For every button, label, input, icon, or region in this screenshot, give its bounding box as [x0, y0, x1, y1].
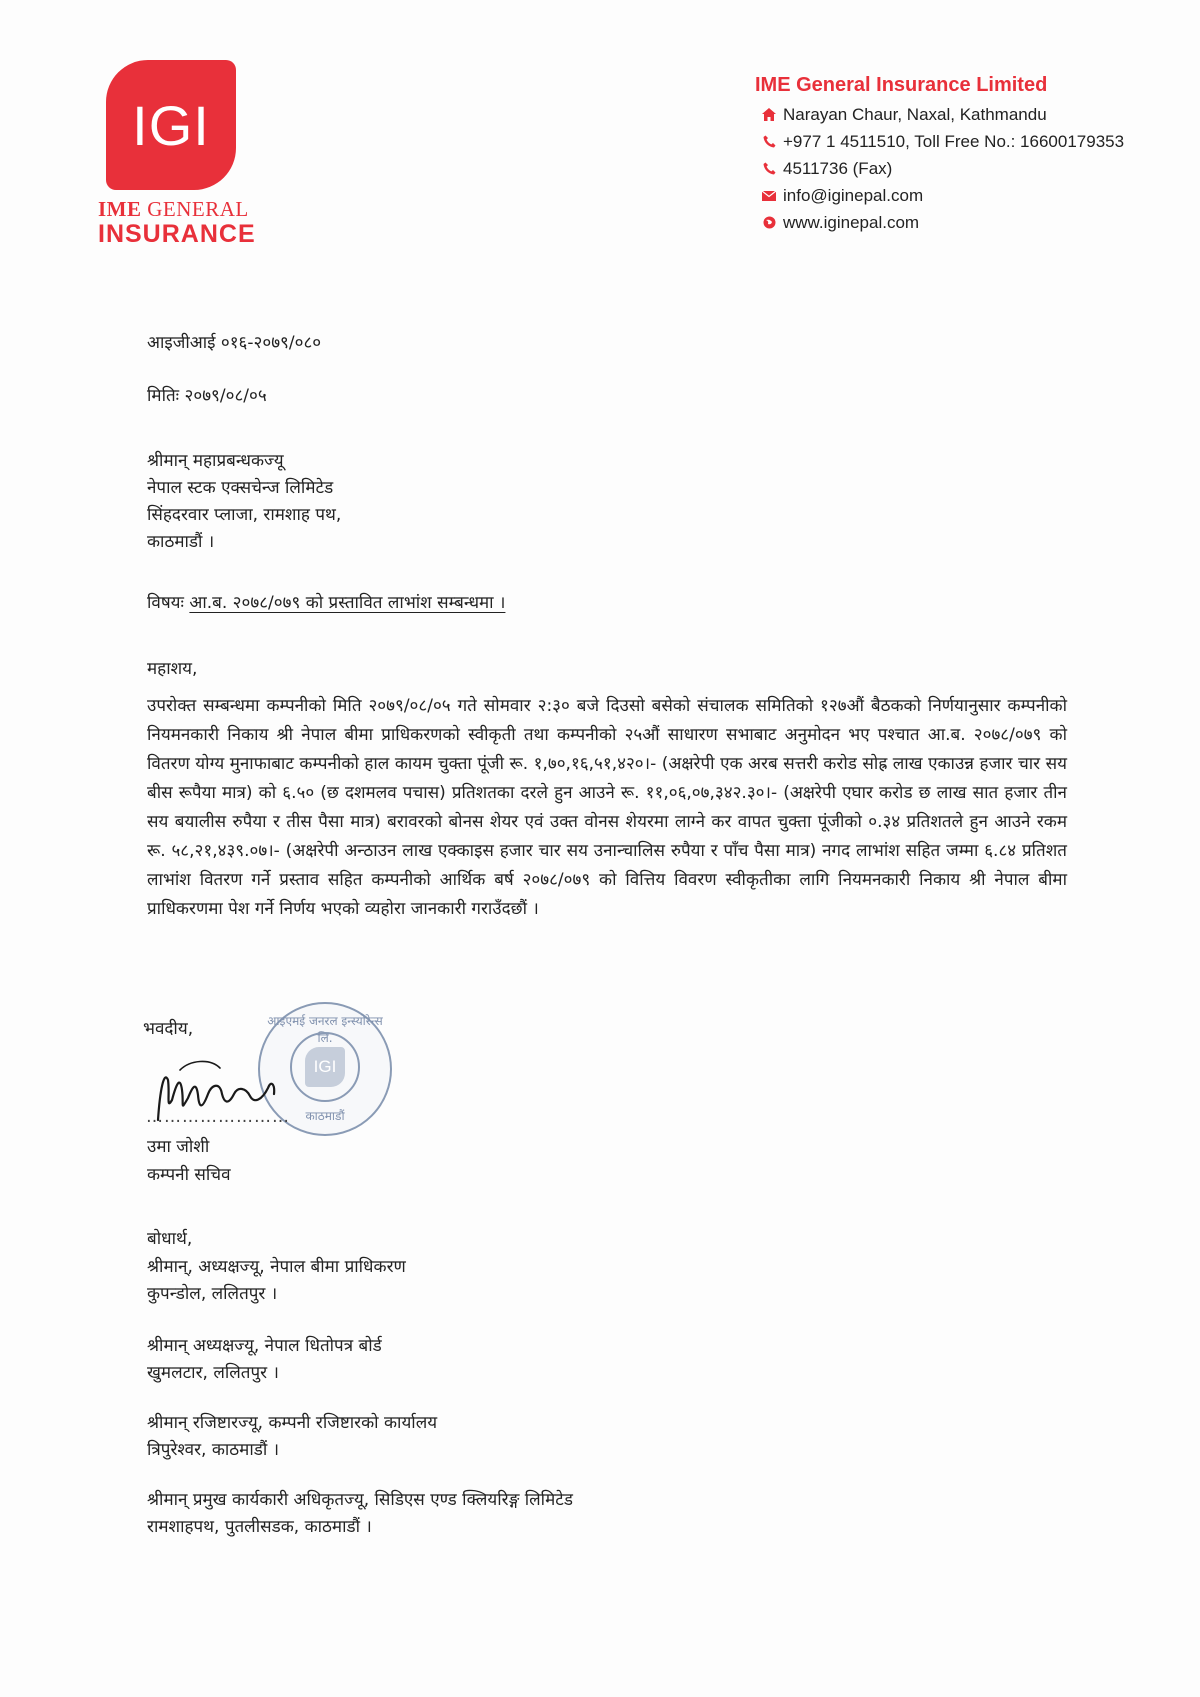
recipient-line: नेपाल स्टक एक्सचेन्ज लिमिटेड	[147, 478, 334, 498]
phone-row	[755, 128, 1175, 155]
date-value: २०७९/०८/०५	[184, 386, 267, 406]
cc-line: खुमलटार, ललितपुर ।	[147, 1363, 279, 1383]
cc-line: त्रिपुरेश्वर, काठमाडौं ।	[147, 1440, 280, 1460]
email-link[interactable]: info@iginepal.com	[783, 185, 924, 205]
phone-text: +977 1 4511510, Toll Free No.: 16600179353	[783, 131, 1125, 151]
seal-bottom-text: काठमाडौं	[305, 1109, 345, 1123]
subject-value: आ.ब. २०७८/०७९ को प्रस्तावित लाभांश सम्बन्धमा ।	[189, 593, 506, 613]
address-row	[755, 101, 1175, 128]
logo-mark	[106, 60, 236, 190]
globe-icon	[755, 216, 783, 229]
logo-line2: INSURANCE	[98, 220, 256, 248]
cc-label: बोधार्थ,	[147, 1229, 193, 1249]
signature-dots: ……………………	[146, 1107, 290, 1127]
address-text: Narayan Chaur, Naxal, Kathmandu	[783, 104, 1047, 124]
logo-mark-text: IGI	[132, 93, 210, 157]
cc-line: कुपन्डोल, ललितपुर ।	[147, 1284, 278, 1304]
cc-item	[147, 1410, 437, 1464]
body-paragraph: उपरोक्त सम्बन्धमा कम्पनीको मिति २०७९/०८/०५ गते सोमवार २:३० बजे दिउसो बसेको संचालक समितिको १२७औं बैठकको निर्णयानुसार कम्पनीको नियमनकारी निकाय श्री नेपाल बीमा प्राधिकरणको स्वीकृती तथा कम्पनीको २५औं साधारण सभाबाट अनुमोदन भए पश्चात आ.ब. २०७८/०७९ को वितरण योग्य मुनाफाबाट कम्पनीको हाल कायम चुक्ता पूंजी रू. १,७०,१६,५१,४२०।- (अक्षरेपी एक अरब सत्तरी करोड सोह्र लाख एकाउन्न हजार चार सय बीस रूपैया मात्र) को ६.५० (छ दशमलव पचास) प्रतिशतका दरले हुन आउने रू. ११,०६,०७,३४२.३०।- (अक्षरेपी एघार करोड छ लाख सात हजार तीन सय बयालीस रुपैया र तीस पैसा मात्र) बरावरको बोनस शेयर एवं उक्त वोनस शेयरमा लाग्ने कर वापत चुक्ता पूंजीको ०.३४ प्रतिशतले हुन आउने रकम रू. ५८,२१,४३९.०७।- (अक्षरेपी अन्ठाउन लाख एक्काइस हजार चार सय उनान्चालिस रुपैया र पाँच पैसा मात्र) नगद लाभांश सहित जम्मा ६.८४ प्रतिशत लाभांश वितरण गर्ने प्रस्ताव सहित कम्पनीको आर्थिक बर्ष २०७८/०७९ को वित्तिय विवरण स्वीकृतीका लागि नियमनकारी निकाय श्री नेपाल बीमा प्राधिकरणमा पेश गर्ने निर्णय भएको व्यहोरा जानकारी गराउँदछौं ।	[147, 696, 1067, 919]
email-row	[755, 182, 1175, 209]
date-label: मितिः	[147, 386, 180, 406]
recipient-line: काठमाडौं ।	[147, 532, 215, 552]
subject-line	[147, 590, 505, 617]
reference-number: आइजीआई ०१६-२०७९/०८०	[147, 333, 322, 353]
fax-text: 4511736 (Fax)	[783, 158, 893, 178]
home-icon	[755, 108, 783, 121]
cc-item	[147, 1254, 406, 1308]
website-row	[755, 209, 1175, 236]
logo-line1: IME GENERAL	[98, 197, 249, 221]
recipient-line: श्रीमान् महाप्रबन्धकज्यू	[147, 451, 284, 471]
cc-item	[147, 1487, 573, 1541]
phone-icon	[755, 135, 783, 148]
seal-top-text: आइएमई जनरल इन्स्योरेन्स लि.	[267, 1014, 383, 1045]
cc-line: श्रीमान् प्रमुख कार्यकारी अधिकृतज्यू, सिडिएस एण्ड क्लियरिङ्ग लिमिटेड	[147, 1490, 573, 1510]
cc-line: श्रीमान्, अध्यक्षज्यू, नेपाल बीमा प्राधिकरण	[147, 1257, 406, 1277]
cc-item	[147, 1333, 382, 1387]
fax-row	[755, 155, 1175, 182]
recipient-line: सिंहदरवार प्लाजा, रामशाह पथ,	[147, 505, 342, 525]
cc-line: श्रीमान् अध्यक्षज्यू, नेपाल धितोपत्र बोर्ड	[147, 1336, 382, 1356]
subject-label: विषयः	[147, 593, 184, 613]
signatory-name: उमा जोशी	[147, 1137, 210, 1157]
seal-logo: IGI	[305, 1047, 345, 1087]
letter-date	[147, 383, 267, 410]
cc-line: रामशाहपथ, पुतलीसडक, काठमाडौं ।	[147, 1517, 372, 1537]
cc-line: श्रीमान् रजिष्टारज्यू, कम्पनी रजिष्टारको कार्यालय	[147, 1413, 438, 1433]
company-name: IME General Insurance Limited	[755, 74, 1048, 96]
signatory-title: कम्पनी सचिव	[147, 1165, 231, 1185]
closing: भवदीय,	[143, 1019, 194, 1039]
seal-emblem	[290, 1032, 360, 1102]
company-logo	[98, 60, 258, 248]
website-link[interactable]: www.iginepal.com	[783, 212, 920, 232]
company-contact-block	[755, 74, 1175, 236]
fax-phone-icon	[755, 162, 783, 175]
envelope-icon	[755, 191, 783, 201]
recipient-block	[147, 448, 341, 556]
salutation: महाशय,	[147, 659, 198, 679]
